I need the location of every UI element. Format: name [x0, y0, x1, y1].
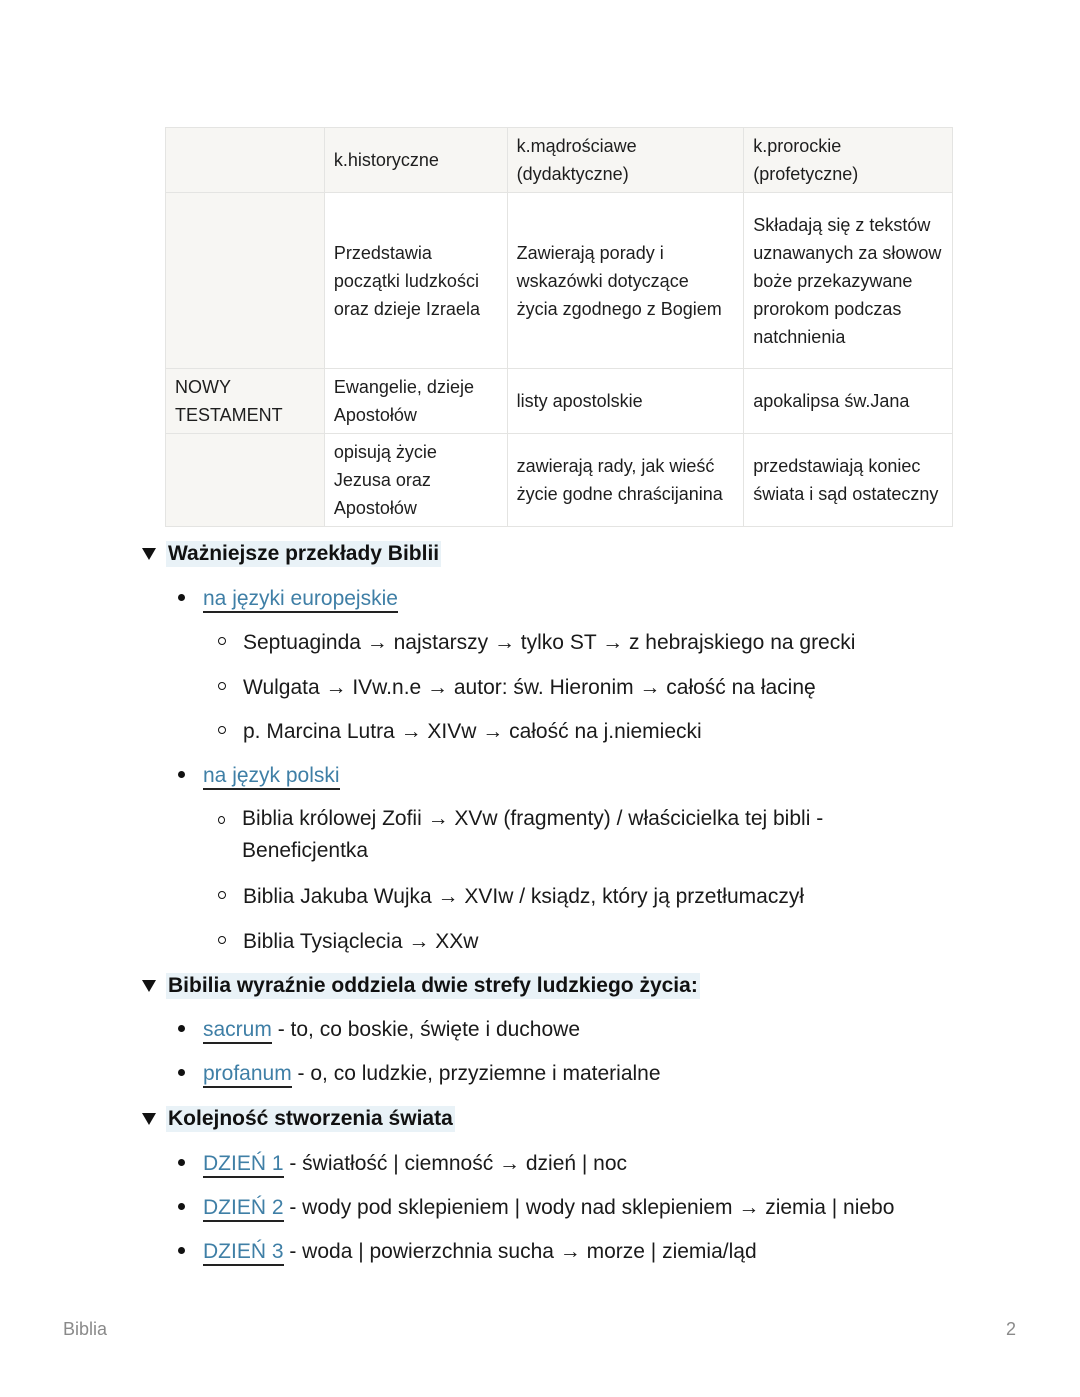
link-day-3[interactable]: DZIEŃ 3: [203, 1240, 284, 1266]
link-day-1[interactable]: DZIEŃ 1: [203, 1152, 284, 1178]
list-item: [218, 803, 838, 867]
table-row: [166, 434, 953, 527]
list-item: [218, 720, 702, 744]
bullet-icon: [178, 1069, 185, 1076]
table-row-header-cell: NOWY TESTAMENT: [166, 369, 325, 434]
toggle-triangle-icon[interactable]: [142, 980, 156, 992]
toggle-title: Bibilia wyraźnie oddziela dwie strefy ludzkiego życia:: [168, 974, 698, 997]
table-header-row: [166, 128, 953, 193]
toggle-triangle-icon[interactable]: [142, 548, 156, 560]
link-sacrum[interactable]: sacrum: [203, 1018, 272, 1044]
table-cell: [166, 193, 325, 369]
table-cell: listy apostolskie: [507, 369, 744, 434]
bullet-icon: [178, 1159, 185, 1166]
list-item-text: Septuaginda → najstarszy → tylko ST → z hebrajskiego na grecki: [243, 631, 856, 654]
footer-document-title: Biblia: [63, 1319, 108, 1339]
toggle-creation-order[interactable]: [140, 1103, 455, 1135]
link-day-2[interactable]: DZIEŃ 2: [203, 1196, 284, 1222]
table-cell: zawierają rady, jak wieść życie godne chraścijanina: [507, 434, 744, 527]
bullet-icon: [178, 594, 185, 601]
list-item-text: Biblia Tysiąclecia → XXw: [243, 930, 479, 953]
table-header-cell: k.mądrościawe (dydaktyczne): [507, 128, 744, 193]
link-profanum[interactable]: profanum: [203, 1062, 292, 1088]
circle-bullet-icon: [218, 891, 226, 899]
bullet-icon: [178, 1247, 185, 1254]
table-cell: opisują życie Jezusa oraz Apostołów: [324, 434, 507, 527]
list-item: [218, 885, 804, 909]
list-item-text: - o, co ludzkie, przyziemne i materialne: [291, 1062, 661, 1085]
table-header-cell: k.historyczne: [324, 128, 507, 193]
list-item: [218, 676, 816, 700]
list-item: [178, 1196, 894, 1222]
list-item-text: Wulgata → IVw.n.e → autor: św. Hieronim → całość na łacinę: [243, 676, 816, 699]
list-item: [178, 1062, 661, 1088]
footer-page-number: 2: [1006, 1319, 1017, 1339]
toggle-sacrum-profanum[interactable]: [140, 970, 700, 1002]
bullet-icon: [178, 771, 185, 778]
table-cell: Zawierają porady i wskazówki dotyczące życia zgodnego z Bogiem: [507, 193, 744, 369]
circle-bullet-icon: [218, 816, 225, 824]
list-item-text: - to, co boskie, święte i duchowe: [271, 1018, 581, 1041]
list-item: [178, 587, 398, 613]
table-header-cell: [166, 128, 325, 193]
circle-bullet-icon: [218, 637, 226, 645]
bible-books-table: [165, 127, 953, 527]
toggle-triangle-icon[interactable]: [142, 1113, 156, 1125]
list-item: [218, 930, 478, 954]
table-row: [166, 193, 953, 369]
list-item: [178, 1240, 757, 1266]
list-item: [178, 1152, 627, 1178]
bullet-icon: [178, 1025, 185, 1032]
link-european-languages[interactable]: na języki europejskie: [203, 587, 398, 613]
list-item-text: Biblia Jakuba Wujka → XVIw / ksiądz, który ją przetłumaczył: [243, 885, 804, 908]
table-cell: Ewangelie, dzieje Apostołów: [324, 369, 507, 434]
bullet-icon: [178, 1203, 185, 1210]
list-item: [178, 1018, 580, 1044]
table-header-cell: k.prorockie (profetyczne): [744, 128, 953, 193]
list-item-text: - wody pod sklepieniem | wody nad sklepieniem → ziemia | niebo: [283, 1196, 895, 1219]
toggle-title: Kolejność stworzenia świata: [168, 1107, 453, 1130]
toggle-title: Ważniejsze przekłady Biblii: [168, 542, 440, 565]
list-item: [218, 631, 855, 655]
list-item: [178, 764, 340, 790]
link-polish-language[interactable]: na język polski: [203, 764, 340, 790]
table-cell: Przedstawia początki ludzkości oraz dzieje Izraela: [324, 193, 507, 369]
list-item-text: Biblia królowej Zofii → XVw (fragmenty) / właścicielka tej bibli - Beneficjentka: [242, 807, 824, 862]
list-item-text: p. Marcina Lutra → XIVw → całość na j.niemiecki: [243, 720, 702, 743]
table-row: [166, 369, 953, 434]
table-cell: apokalipsa św.Jana: [744, 369, 953, 434]
table-cell: [166, 434, 325, 527]
circle-bullet-icon: [218, 682, 226, 690]
list-item-text: - woda | powierzchnia sucha → morze | ziemia/ląd: [283, 1240, 757, 1263]
toggle-translations[interactable]: [140, 538, 441, 570]
list-item-text: - światłość | ciemność → dzień | noc: [283, 1152, 628, 1175]
table-cell: Składają się z tekstów uznawanych za słowow boże przekazywane prorokom podczas natchnienia: [744, 193, 953, 369]
circle-bullet-icon: [218, 726, 226, 734]
circle-bullet-icon: [218, 936, 226, 944]
table-cell: przedstawiają koniec świata i sąd ostateczny: [744, 434, 953, 527]
